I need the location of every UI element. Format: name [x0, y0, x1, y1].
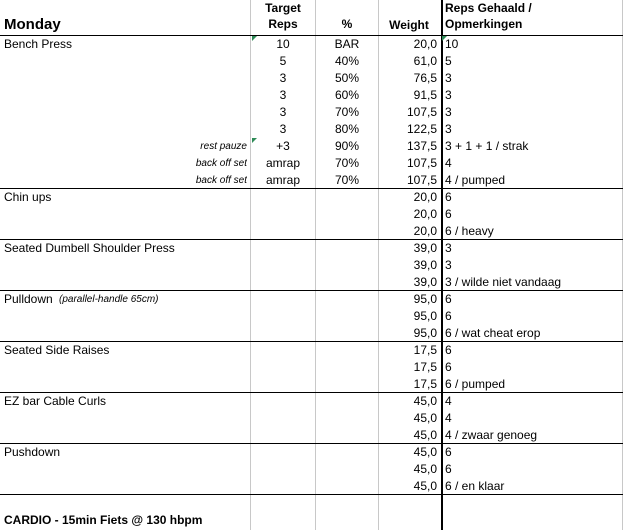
target-reps-cell[interactable]: 3 [279, 88, 287, 102]
weight-header: Weight [389, 18, 429, 32]
target-reps-cell[interactable] [251, 308, 315, 325]
result-cell[interactable]: 6 [445, 343, 452, 357]
percent-cell[interactable] [316, 325, 378, 342]
target-reps-cell[interactable] [251, 427, 315, 444]
row-separator [0, 341, 623, 342]
result-cell[interactable]: 6 / heavy [445, 224, 494, 238]
result-cell[interactable]: 3 [445, 88, 452, 102]
percent-cell[interactable] [316, 393, 378, 410]
reps-achieved-header: Opmerkingen [445, 17, 523, 31]
percent-cell[interactable] [316, 461, 378, 478]
percent-cell[interactable]: 70% [334, 173, 360, 187]
result-cell[interactable]: 10 [445, 37, 459, 51]
percent-cell[interactable]: 90% [334, 139, 360, 153]
result-cell[interactable]: 6 [445, 445, 452, 459]
result-cell[interactable]: 6 [445, 462, 452, 476]
weight-cell[interactable]: 122,5 [406, 122, 437, 136]
exercise-name-cell[interactable]: Seated Dumbell Shoulder Press [4, 241, 175, 255]
row-separator [0, 392, 623, 393]
weight-cell[interactable]: 45,0 [413, 479, 437, 493]
weight-cell[interactable]: 20,0 [413, 224, 437, 238]
weight-cell[interactable]: 39,0 [413, 275, 437, 289]
target-reps-cell[interactable] [251, 461, 315, 478]
row-separator [0, 239, 623, 240]
percent-cell[interactable] [316, 189, 378, 206]
result-cell[interactable]: 3 [445, 258, 452, 272]
weight-cell[interactable]: 45,0 [413, 394, 437, 408]
result-cell[interactable]: 6 [445, 207, 452, 221]
weight-cell[interactable]: 45,0 [413, 445, 437, 459]
percent-cell[interactable]: 70% [334, 156, 360, 170]
result-cell[interactable]: 3 [445, 122, 452, 136]
weight-cell[interactable]: 20,0 [413, 190, 437, 204]
weight-cell[interactable]: 95,0 [413, 292, 437, 306]
target-reps-cell[interactable] [251, 410, 315, 427]
target-reps-header: Reps [268, 17, 298, 31]
result-cell[interactable]: 3 / wilde niet vandaag [445, 275, 562, 289]
result-cell[interactable]: 3 [445, 241, 452, 255]
exercise-name-cell[interactable]: EZ bar Cable Curls [4, 394, 107, 408]
percent-cell[interactable]: 70% [334, 105, 360, 119]
result-cell[interactable]: 6 / en klaar [445, 479, 505, 493]
result-cell[interactable]: 6 [445, 360, 452, 374]
weight-cell[interactable]: 17,5 [413, 360, 437, 374]
percent-cell[interactable] [316, 240, 378, 257]
target-reps-cell[interactable]: 3 [279, 105, 287, 119]
weight-cell[interactable]: 107,5 [406, 173, 437, 187]
percent-cell[interactable]: BAR [334, 37, 360, 51]
result-cell[interactable]: 4 [445, 411, 452, 425]
percent-header: % [341, 17, 353, 31]
weight-cell[interactable]: 107,5 [406, 105, 437, 119]
percent-cell[interactable] [316, 410, 378, 427]
target-reps-cell[interactable] [251, 291, 315, 308]
weight-cell[interactable]: 45,0 [413, 411, 437, 425]
row-separator [0, 443, 623, 444]
target-reps-cell[interactable] [251, 393, 315, 410]
weight-cell[interactable]: 20,0 [413, 207, 437, 221]
result-cell[interactable]: 4 [445, 156, 452, 170]
result-cell[interactable]: 6 [445, 309, 452, 323]
target-reps-cell[interactable] [251, 478, 315, 495]
set-note-cell[interactable]: back off set [195, 158, 247, 169]
target-reps-cell[interactable] [251, 325, 315, 342]
day-title: Monday [4, 16, 61, 33]
target-reps-cell[interactable]: 3 [279, 122, 287, 136]
target-reps-cell[interactable] [251, 240, 315, 257]
column-divider [441, 0, 443, 530]
weight-cell[interactable]: 17,5 [413, 343, 437, 357]
weight-cell[interactable]: 17,5 [413, 377, 437, 391]
weight-cell[interactable]: 76,5 [413, 71, 437, 85]
comment-marker-icon[interactable] [252, 36, 257, 41]
exercise-name-cell[interactable]: Seated Side Raises [4, 343, 110, 357]
target-reps-cell[interactable] [251, 257, 315, 274]
target-reps-cell[interactable] [251, 342, 315, 359]
target-reps-cell[interactable] [251, 359, 315, 376]
target-reps-header: Target [265, 1, 301, 15]
percent-cell[interactable] [316, 478, 378, 495]
weight-cell[interactable]: 39,0 [413, 241, 437, 255]
result-cell[interactable]: 3 [445, 105, 452, 119]
percent-cell[interactable] [316, 257, 378, 274]
target-reps-cell[interactable]: amrap [265, 173, 300, 187]
percent-cell[interactable]: 50% [334, 71, 360, 85]
result-cell[interactable]: 4 [445, 394, 452, 408]
exercise-name-cell[interactable]: Bench Press [4, 37, 73, 51]
set-note-cell[interactable]: rest pauze [200, 141, 247, 152]
weight-cell[interactable]: 45,0 [413, 462, 437, 476]
result-cell[interactable]: 4 / zwaar genoeg [445, 428, 538, 442]
comment-marker-icon[interactable] [442, 36, 447, 41]
target-reps-cell[interactable] [251, 189, 315, 206]
target-reps-cell[interactable]: amrap [265, 156, 300, 170]
percent-cell[interactable]: 80% [334, 122, 360, 136]
exercise-name-cell[interactable]: Pushdown [4, 445, 61, 459]
percent-cell[interactable] [316, 376, 378, 393]
row-separator [0, 35, 623, 36]
result-cell[interactable]: 3 [445, 71, 452, 85]
weight-cell[interactable]: 61,0 [413, 54, 437, 68]
exercise-note-cell[interactable]: (parallel-handle 65cm) [59, 294, 159, 305]
percent-cell[interactable] [316, 359, 378, 376]
weight-cell[interactable]: 95,0 [413, 326, 437, 340]
percent-cell[interactable]: 40% [334, 54, 360, 68]
result-cell[interactable]: 4 / pumped [445, 173, 506, 187]
weight-cell[interactable]: 137,5 [406, 139, 437, 153]
weight-cell[interactable]: 20,0 [413, 37, 437, 51]
weight-cell[interactable]: 91,5 [413, 88, 437, 102]
result-cell[interactable]: 3 + 1 + 1 / strak [445, 139, 529, 153]
percent-cell[interactable]: 60% [334, 88, 360, 102]
percent-cell[interactable] [316, 444, 378, 461]
comment-marker-icon[interactable] [252, 138, 257, 143]
percent-cell[interactable] [316, 427, 378, 444]
target-reps-cell[interactable] [251, 274, 315, 291]
weight-cell[interactable]: 107,5 [406, 156, 437, 170]
result-cell[interactable]: 6 [445, 190, 452, 204]
row-separator [0, 188, 623, 189]
target-reps-cell[interactable]: 10 [276, 37, 290, 51]
target-reps-cell[interactable] [251, 376, 315, 393]
percent-cell[interactable] [316, 206, 378, 223]
row-separator [0, 494, 623, 495]
exercise-name-cell[interactable]: Pulldown [4, 292, 53, 306]
result-cell[interactable]: 6 / wat cheat erop [445, 326, 541, 340]
set-note-cell[interactable]: back off set [195, 175, 247, 186]
percent-cell[interactable] [316, 223, 378, 240]
weight-cell[interactable]: 95,0 [413, 309, 437, 323]
weight-cell[interactable]: 45,0 [413, 428, 437, 442]
target-reps-cell[interactable]: 3 [279, 71, 287, 85]
target-reps-cell[interactable] [251, 206, 315, 223]
percent-cell[interactable] [316, 342, 378, 359]
reps-achieved-header: Reps Gehaald / [445, 1, 532, 15]
percent-cell[interactable] [316, 274, 378, 291]
row-separator [0, 290, 623, 291]
weight-cell[interactable]: 39,0 [413, 258, 437, 272]
result-cell[interactable]: 6 [445, 292, 452, 306]
target-reps-cell[interactable] [251, 223, 315, 240]
percent-cell[interactable] [316, 291, 378, 308]
percent-cell[interactable] [316, 308, 378, 325]
exercise-name-cell[interactable]: Chin ups [4, 190, 52, 204]
result-cell[interactable]: 6 / pumped [445, 377, 506, 391]
cardio-note: CARDIO - 15min Fiets @ 130 hbpm [4, 513, 203, 527]
target-reps-cell[interactable] [251, 444, 315, 461]
target-reps-cell[interactable]: +3 [276, 139, 290, 153]
result-cell[interactable]: 5 [445, 54, 452, 68]
target-reps-cell[interactable]: 5 [279, 54, 287, 68]
